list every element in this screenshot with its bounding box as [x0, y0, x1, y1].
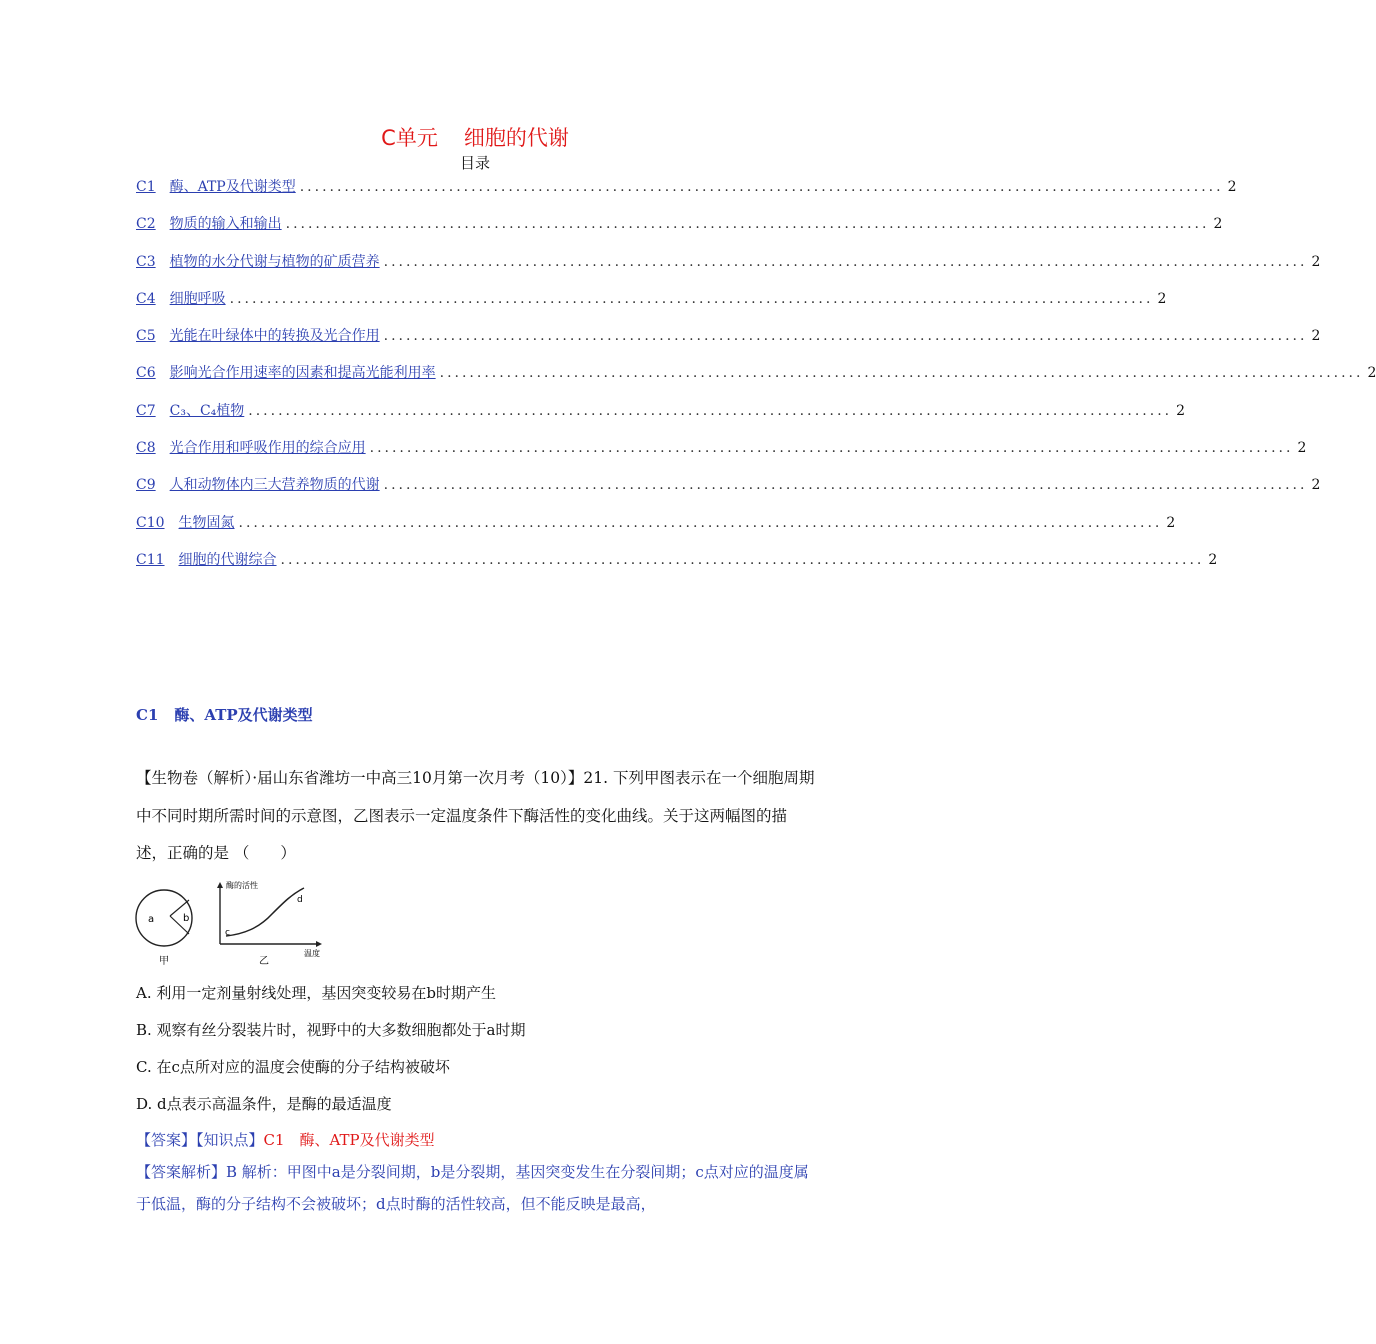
toc-row — [136, 362, 1376, 399]
option-a: A. 利用一定剂量射线处理，基因突变较易在b时期产生 — [136, 984, 496, 1002]
toc-link-c10[interactable]: C10 生物固氮 — [136, 514, 235, 531]
circle-caption: 甲 — [159, 956, 169, 967]
page-title — [0, 122, 950, 152]
toc-link-c3[interactable]: C3 植物的水分代谢与植物的矿质营养 — [136, 253, 380, 270]
chart-xlabel: 温度 — [304, 949, 320, 958]
option-d: D. d点表示高温条件，是酶的最适温度 — [136, 1095, 392, 1113]
toc-leader: ............................................................................................................................ — [238, 514, 1163, 531]
toc-heading: 目录 — [459, 154, 490, 172]
toc-link-c9[interactable]: C9 人和动物体内三大营养物质的代谢 — [136, 477, 380, 494]
question-text: 【生物卷（解析）·届山东省潍坊一中高三10月第一次月考（10）】21. 下列甲图表示在一个细胞周期中不同时期所需时间的示意图，乙图表示一定温度条件下酶活性的变化曲线。关于这两幅图的描述，正确的是 （ ） — [136, 769, 815, 862]
y-axis-arrow — [217, 882, 223, 888]
activity-curve — [226, 888, 304, 936]
answer-block — [136, 1124, 818, 1220]
toc-row — [136, 474, 1321, 511]
toc-page-number: 2 — [1311, 477, 1321, 494]
circle-label-b: b — [183, 913, 190, 924]
toc-leader: ............................................................................................................................ — [248, 402, 1173, 419]
toc-leader: ............................................................................................................................ — [383, 477, 1308, 494]
toc-row — [136, 251, 1321, 288]
toc-leader: ............................................................................................................................ — [229, 290, 1154, 307]
toc-leader: ............................................................................................................................ — [280, 551, 1205, 568]
toc-page-number: 2 — [1166, 514, 1176, 531]
circle-label-a: a — [148, 914, 155, 925]
toc-link-c11[interactable]: C11 细胞的代谢综合 — [136, 551, 277, 568]
toc-page-number: 2 — [1157, 290, 1167, 307]
section-heading: C1 酶、ATP及代谢类型 — [136, 706, 313, 724]
option-b: B. 观察有丝分裂装片时，视野中的大多数细胞都处于a时期 — [136, 1021, 526, 1039]
toc-leader: ............................................................................................................................ — [383, 328, 1308, 345]
toc-row — [136, 176, 1237, 213]
toc-leader: ............................................................................................................................ — [383, 253, 1308, 270]
toc-leader: ............................................................................................................................ — [369, 440, 1294, 457]
toc-link-c2[interactable]: C2 物质的输入和输出 — [136, 216, 282, 233]
answer-options — [136, 978, 816, 1126]
toc-page-number: 2 — [1213, 216, 1223, 233]
toc-row — [136, 213, 1223, 250]
x-axis-arrow — [316, 941, 322, 947]
toc-link-c4[interactable]: C4 细胞呼吸 — [136, 290, 226, 307]
toc-page-number: 2 — [1311, 328, 1321, 345]
toc-link-c8[interactable]: C8 光合作用和呼吸作用的综合应用 — [136, 440, 366, 457]
answer-line: 【答案】【知识点】C1 酶、ATP及代谢类型 — [136, 1131, 435, 1149]
toc-page-number: 2 — [1208, 551, 1218, 568]
toc-link-c6[interactable]: C6 影响光合作用速率的因素和提高光能利用率 — [136, 365, 436, 382]
point-d-label: d — [297, 895, 303, 905]
option-c: C. 在c点所对应的温度会使酶的分子结构被破坏 — [136, 1058, 450, 1076]
toc-leader: ............................................................................................................................ — [299, 179, 1224, 195]
toc-row — [136, 512, 1176, 549]
toc-row — [136, 288, 1167, 325]
title-topic: 细胞的代谢 — [463, 126, 569, 150]
toc-link-c7[interactable]: C7 C₃、C₄植物 — [136, 402, 245, 419]
toc-row — [136, 437, 1307, 474]
toc-row — [136, 549, 1218, 586]
toc-page-number: 2 — [1227, 179, 1237, 195]
toc-link-c5[interactable]: C5 光能在叶绿体中的转换及光合作用 — [136, 328, 380, 345]
chart-caption: 乙 — [259, 956, 269, 967]
point-c-label: c — [225, 928, 230, 938]
toc-leader: ............................................................................................................................ — [285, 216, 1210, 233]
table-of-contents — [136, 176, 1376, 586]
toc-leader: ............................................................................................................................ — [439, 365, 1364, 382]
question-figure — [134, 878, 330, 968]
toc-link-c1[interactable]: C1 酶、ATP及代谢类型 — [136, 179, 296, 195]
title-unit: C单元 — [381, 126, 438, 150]
answer-analysis: 【答案解析】B 解析：甲图中a是分裂间期，b是分裂期，基因突变发生在分裂间期；c点对应的温度属于低温，酶的分子结构不会被破坏；d点时酶的活性较高，但不能反映是最高， — [136, 1163, 809, 1213]
chart-ylabel: 酶的活性 — [226, 881, 258, 890]
toc-row — [136, 325, 1321, 362]
toc-row — [136, 400, 1186, 437]
toc-page-number: 2 — [1176, 402, 1186, 419]
toc-page-number: 2 — [1311, 253, 1321, 270]
knowledge-point: C1 酶、ATP及代谢类型 — [263, 1131, 435, 1149]
toc-page-number: 2 — [1367, 365, 1376, 382]
toc-page-number: 2 — [1297, 440, 1307, 457]
